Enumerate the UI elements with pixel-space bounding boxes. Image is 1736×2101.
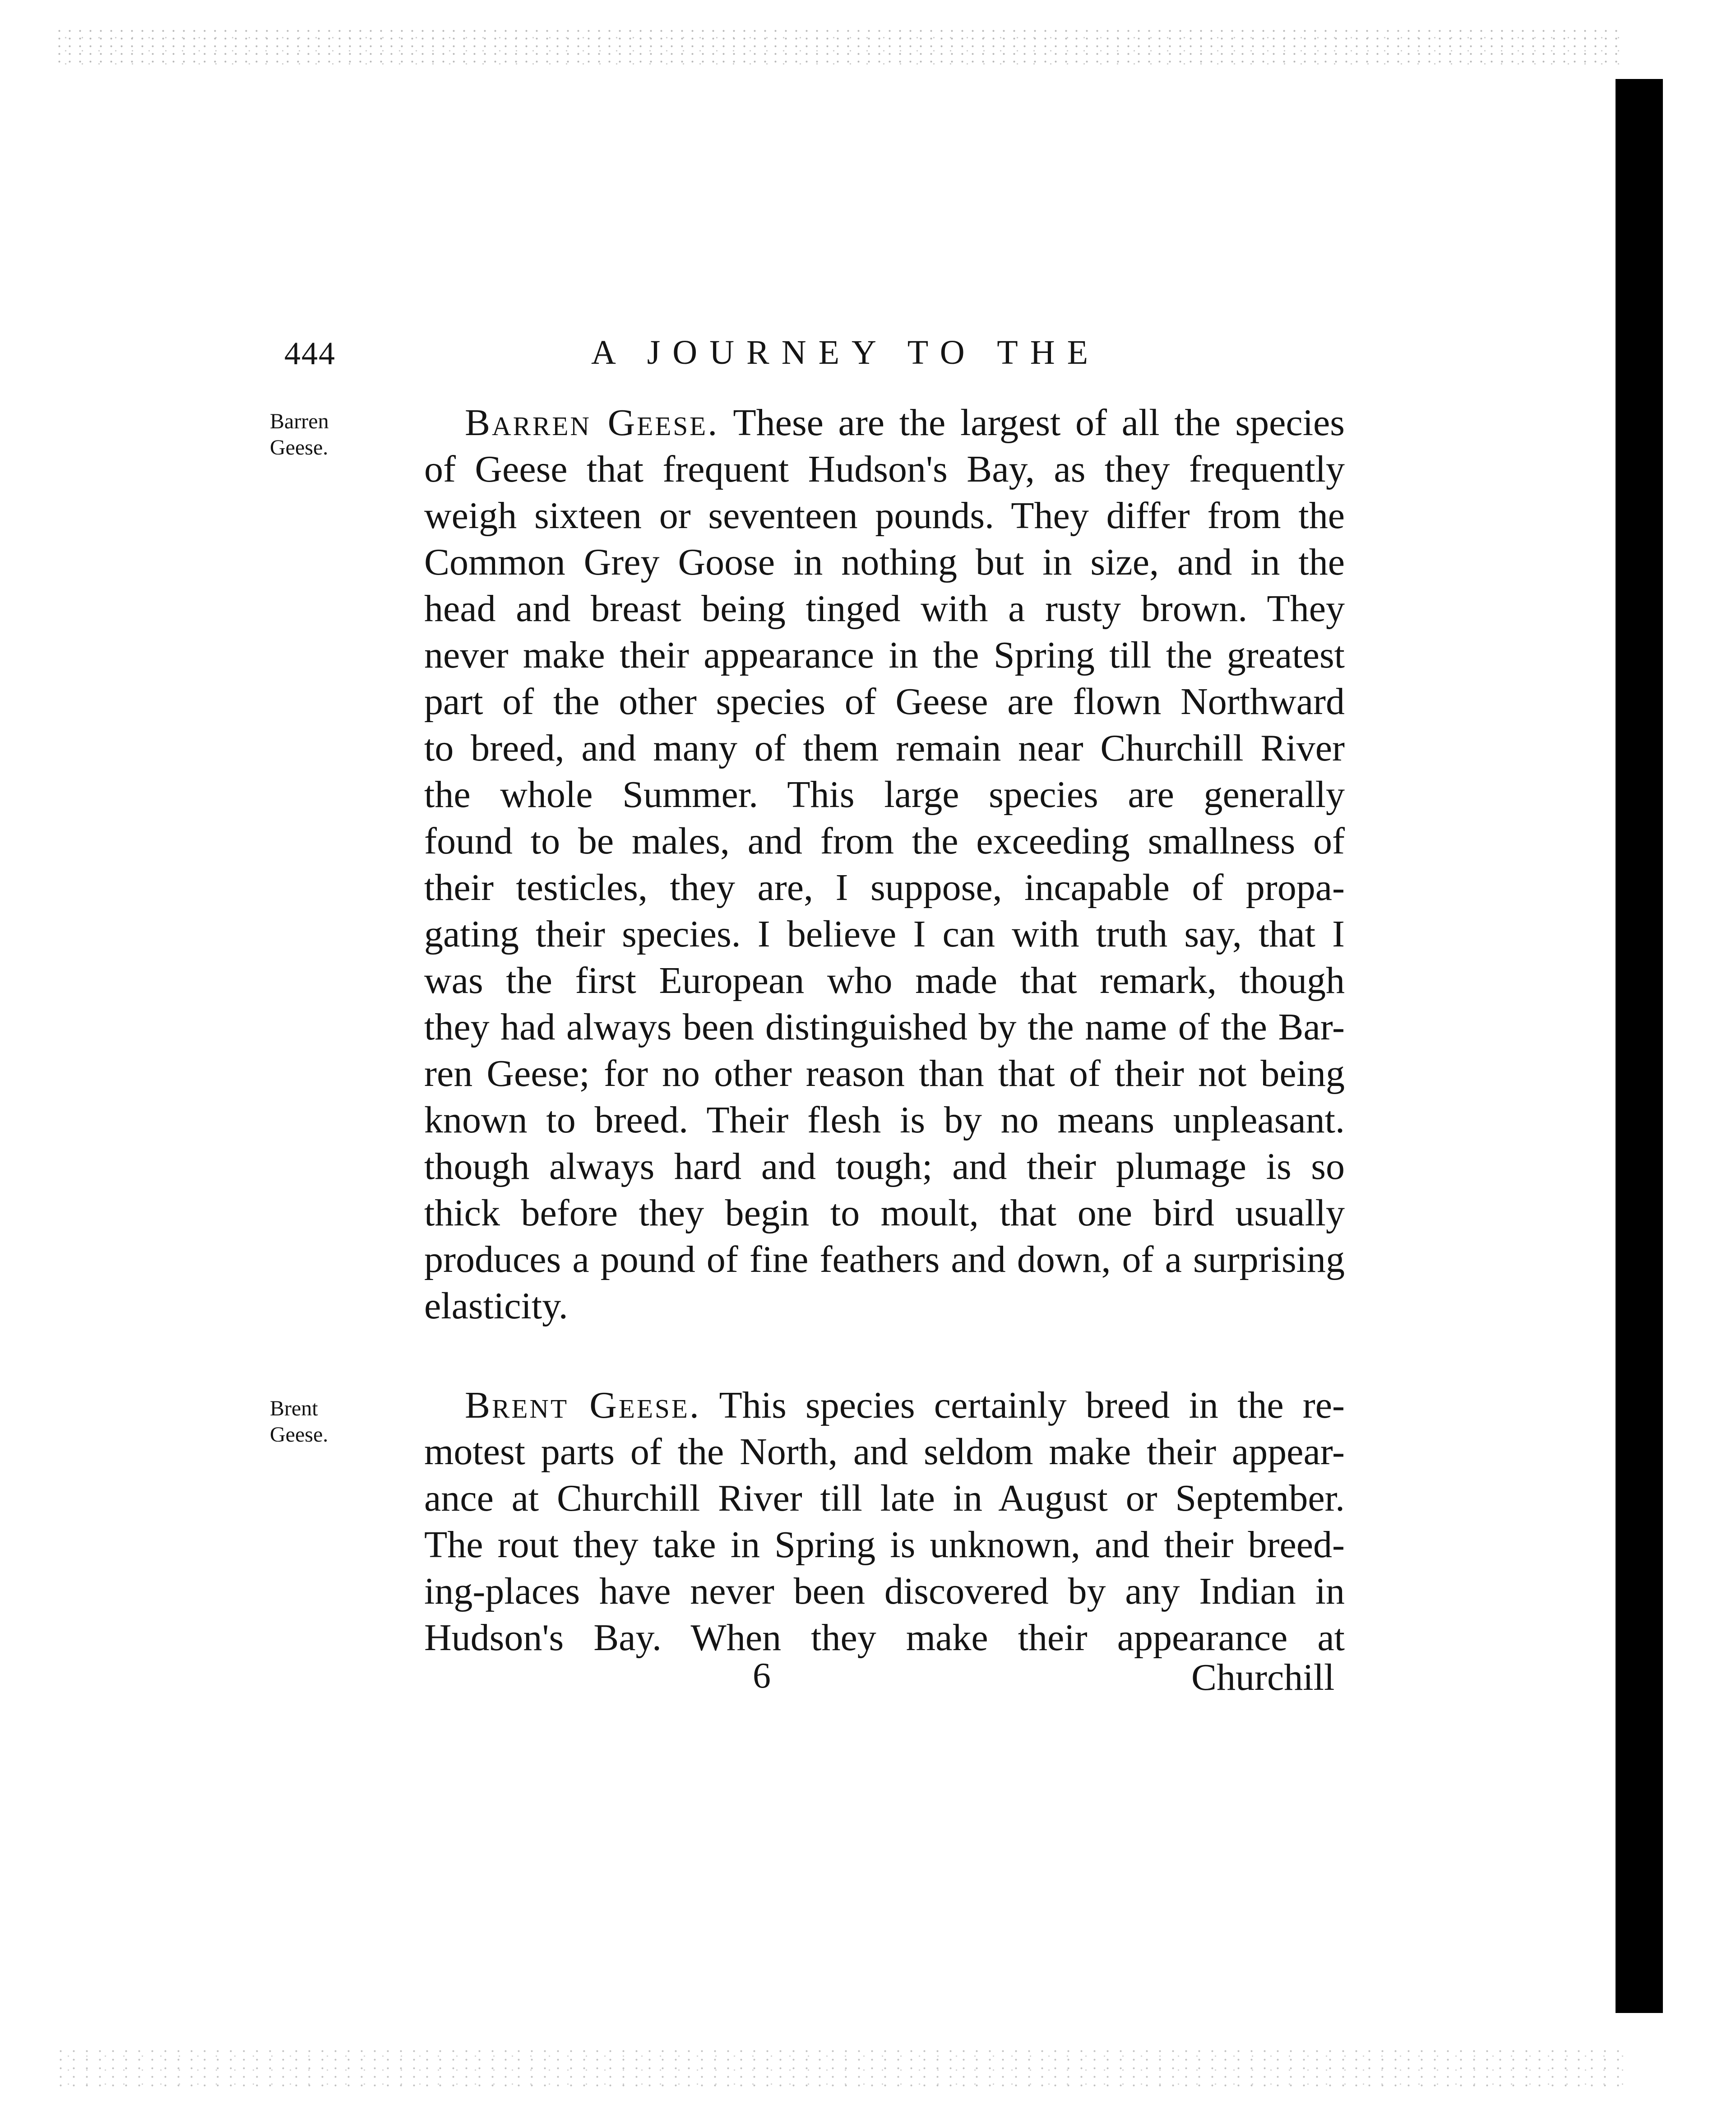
text-line: found to be males, and from the exceeding smallness of [424, 820, 1345, 862]
margin-note-line: Geese. [270, 1423, 329, 1447]
text-line: their testicles, they are, I suppose, incapable of propa- [424, 867, 1345, 909]
text-line: thick before they begin to moult, that one bird usually [424, 1192, 1345, 1234]
margin-note-barren-geese [270, 408, 360, 461]
page-number: 444 [284, 335, 336, 371]
text-line: to breed, and many of them remain near Churchill River [424, 727, 1345, 769]
margin-note-line: Barren [270, 409, 329, 433]
text-line: ren Geese; for no other reason than that of their not being [424, 1053, 1345, 1095]
text-line: motest parts of the North, and seldom make their appear- [424, 1431, 1345, 1473]
margin-note-brent-geese [270, 1396, 360, 1448]
text-line: Brent Geese. This species certainly breed in the re- [424, 1382, 1345, 1428]
text-line: never make their appearance in the Spring till the greatest [424, 634, 1345, 676]
paragraph-brent-geese [424, 1382, 1345, 1661]
paragraph-heading: Brent Geese. [465, 1384, 701, 1426]
text-line: Common Grey Goose in nothing but in size, and in the [424, 541, 1345, 583]
signature-mark: 6 [753, 1656, 771, 1696]
paragraph-heading: Barren Geese. [465, 402, 719, 444]
scan-noise-bottom [54, 2047, 1625, 2087]
text-line: weigh sixteen or seventeen pounds. They differ from the [424, 495, 1345, 537]
text-line: ance at Churchill River till late in August or September. [424, 1477, 1345, 1519]
text-line: The rout they take in Spring is unknown, and their breed- [424, 1524, 1345, 1566]
text-line: Barren Geese. These are the largest of all the species [424, 399, 1345, 446]
binding-shadow-bar [1616, 79, 1663, 2013]
scan-noise-top [54, 27, 1625, 68]
text-line: though always hard and tough; and their plumage is so [424, 1146, 1345, 1187]
catchword: Churchill [1191, 1656, 1335, 1698]
text-line: ing-places have never been discovered by any Indian in [424, 1570, 1345, 1612]
text-line: gating their species. I believe I can with truth say, that I [424, 913, 1345, 955]
margin-note-line: Geese. [270, 436, 329, 459]
text-line: part of the other species of Geese are flown Northward [424, 681, 1345, 723]
paragraph-barren-geese [424, 399, 1345, 1329]
text-line: of Geese that frequent Hudson's Bay, as they frequently [424, 448, 1345, 490]
text-line: elasticity. [424, 1285, 568, 1327]
text-line: the whole Summer. This large species are generally [424, 774, 1345, 816]
margin-note-line: Brent [270, 1396, 318, 1420]
running-head: A JOURNEY TO THE [591, 334, 1101, 371]
text-line: they had always been distinguished by the name of the Bar- [424, 1006, 1345, 1048]
text-line: was the first European who made that remark, though [424, 960, 1345, 1002]
text-line: Hudson's Bay. When they make their appearance at [424, 1617, 1345, 1659]
text-line: produces a pound of fine feathers and down, of a surprising [424, 1238, 1345, 1280]
text-line: head and breast being tinged with a rusty brown. They [424, 588, 1345, 630]
text-line: known to breed. Their flesh is by no means unpleasant. [424, 1099, 1345, 1141]
